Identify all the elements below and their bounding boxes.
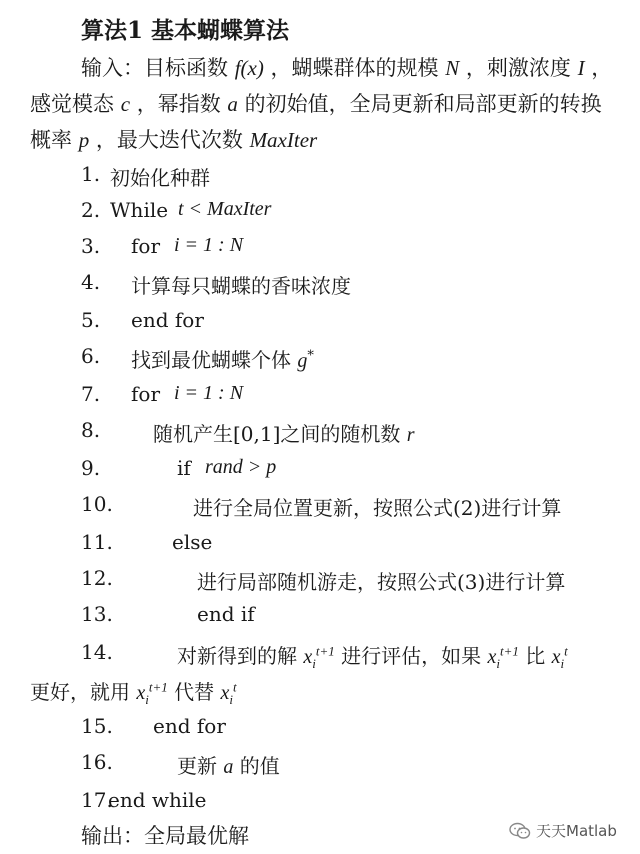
objective-function: f(x) — [234, 56, 264, 80]
step-12: 12. 进行局部随机游走，按照公式(3)进行计算 — [81, 566, 566, 594]
wechat-icon — [509, 822, 531, 840]
step-14: 14. 对新得到的解 $x_i^{t+1}$ 进行评估，如果 $x_i^{t+1}$ 比 $x_i^t$ — [81, 640, 568, 671]
watermark — [509, 820, 617, 841]
step-3: 3. for i = 1 : N — [81, 234, 244, 258]
new-solution: $x_i^{t+1}$ — [303, 643, 335, 671]
step-8: 8. 随机产生[0,1]之间的随机数 r — [81, 418, 415, 446]
max-iterations: MaxIter — [249, 128, 318, 152]
population-size: N — [445, 56, 460, 80]
sensory-modality: c — [120, 92, 131, 116]
step-6: 6. 找到最优蝴蝶个体 g* — [81, 344, 314, 372]
replacement-solution: $x_i^{t+1}$ — [136, 679, 168, 707]
step-17: 17. end while — [81, 788, 207, 812]
random-number: r — [406, 424, 415, 446]
step-11: 11. else — [81, 530, 213, 554]
watermark-text: 天天Matlab — [536, 822, 617, 840]
step-4: 4. 计算每只蝴蝶的香味浓度 — [81, 270, 351, 298]
algorithm-title: 算法1 基本蝴蝶算法 — [81, 17, 290, 44]
output-line: 输出：全局最优解 — [81, 824, 249, 848]
step-10: 10. 进行全局位置更新，按照公式(2)进行计算 — [81, 492, 562, 520]
input-line-1: 输入：目标函数 f(x) ，蝴蝶群体的规模 N ，刺激浓度 I ， — [81, 56, 613, 80]
stimulus-intensity: I — [577, 56, 585, 80]
new-solution-compare: $x_i^{t+1}$ — [487, 643, 519, 671]
step-7: 7. for i = 1 : N — [81, 382, 244, 406]
step-15: 15. end for — [81, 714, 226, 738]
old-solution: $x_i^t$ — [551, 643, 568, 671]
step-1: 1. 初始化种群 — [81, 162, 210, 190]
step-5: 5. end for — [81, 308, 204, 332]
power-exponent: a — [227, 92, 238, 116]
input-line-2: 感觉模态 c ，幂指数 a 的初始值，全局更新和局部更新的转换 — [30, 92, 602, 116]
input-line-3: 概率 p ，最大迭代次数 MaxIter — [30, 128, 318, 152]
replaced-solution: $x_i^t$ — [220, 679, 237, 707]
step-16: 16. 更新 a 的值 — [81, 750, 280, 778]
best-butterfly: g — [297, 350, 308, 372]
step-2: 2. While t < MaxIter — [81, 198, 272, 222]
step-9: 9. if rand > p — [81, 456, 277, 480]
step-13: 13. end if — [81, 602, 255, 626]
switch-probability: p — [78, 128, 90, 152]
exponent-a: a — [223, 756, 234, 778]
step-14-continued: 更好，就用 $x_i^{t+1}$ 代替 $x_i^t$ — [30, 679, 237, 707]
